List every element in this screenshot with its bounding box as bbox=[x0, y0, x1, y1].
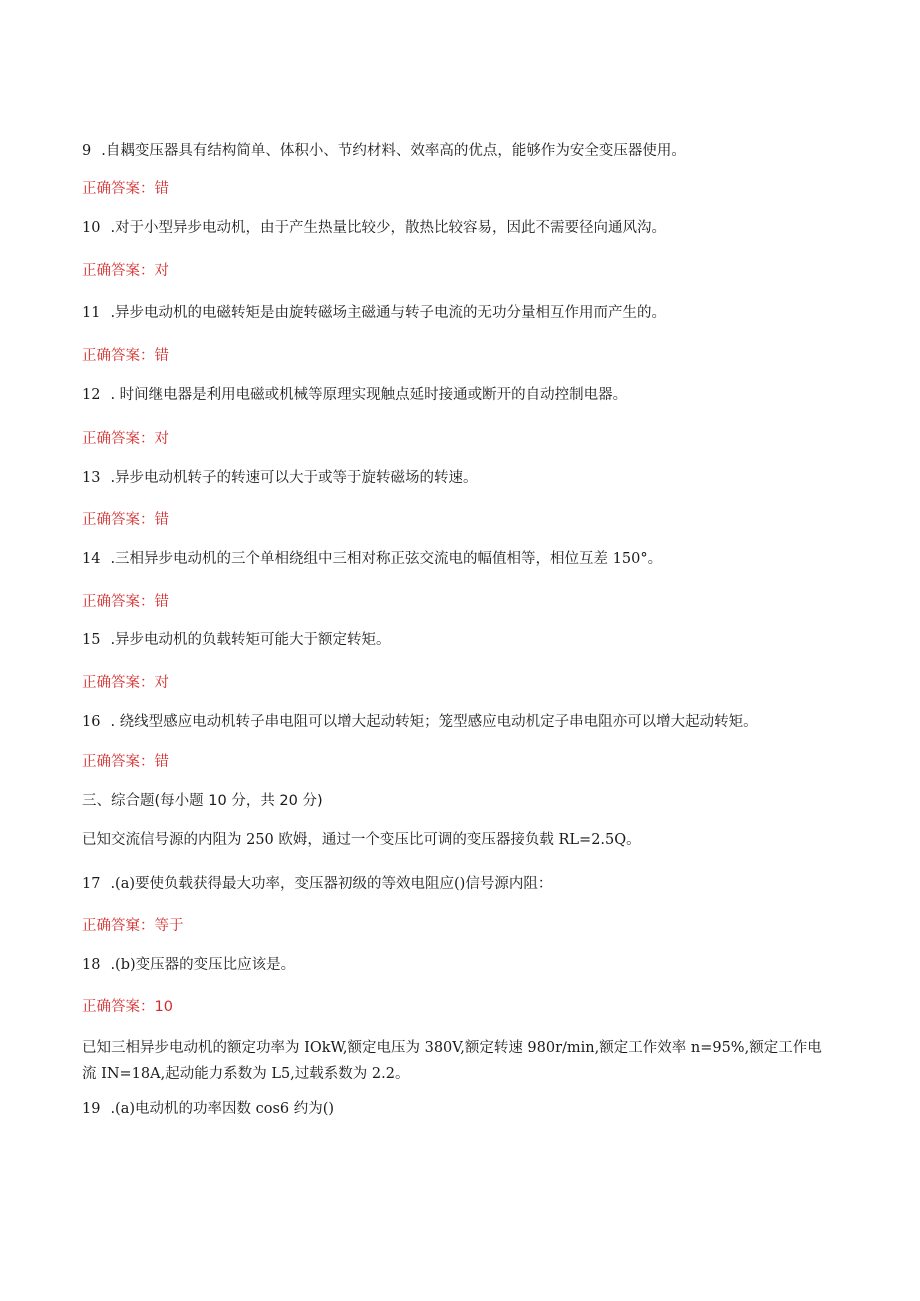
answer-13: 正确答案：错 bbox=[82, 512, 169, 528]
question-number: 10 bbox=[82, 220, 101, 236]
question-number: 13 bbox=[82, 470, 101, 486]
question-17 bbox=[82, 874, 552, 894]
question-11 bbox=[82, 303, 666, 323]
answer-10: 正确答案：对 bbox=[82, 263, 169, 279]
problem-intro-2: 已知三相异步电动机的额定功率为 IOkW,额定电压为 380V,额定转速 980r∕min,额定工作效率 n=95%,额定工作电流 IN=18A,起动能力系数为 L5,过载系数为 2.2。 bbox=[82, 1040, 822, 1082]
question-14 bbox=[82, 549, 662, 569]
question-text: .异步电动机的电磁转矩是由旋转磁场主磁通与转子电流的无功分量相互作用而产生的。 bbox=[110, 305, 667, 321]
question-text: .自耦变压器具有结构简单、体积小、节约材料、效率高的优点，能够作为安全变压器使用。 bbox=[101, 143, 686, 159]
question-text: .异步电动机转子的转速可以大于或等于旋转磁场的转速。 bbox=[110, 470, 478, 486]
problem-intro-1: 已知交流信号源的内阻为 250 欧姆，通过一个变压比可调的变压器接负载 RL=2.5Q。 bbox=[82, 832, 641, 848]
answer-9: 正确答案：错 bbox=[82, 181, 169, 197]
answer-17: 正确答窠：等于 bbox=[82, 918, 184, 934]
question-number: 14 bbox=[82, 551, 101, 567]
question-10 bbox=[82, 218, 666, 238]
answer-12: 正确答案：对 bbox=[82, 431, 169, 447]
answer-18: 正确答案：10 bbox=[82, 999, 173, 1015]
question-number: 9 bbox=[82, 143, 92, 159]
question-9 bbox=[82, 141, 686, 161]
question-18 bbox=[82, 955, 295, 975]
question-number: 18 bbox=[82, 957, 101, 973]
question-16 bbox=[82, 712, 758, 732]
question-number: 19 bbox=[82, 1101, 101, 1117]
section-heading: 三、综合题(每小题 10 分，共 20 分) bbox=[82, 793, 323, 809]
question-number: 15 bbox=[82, 632, 101, 648]
question-text: .(b)变压器的变压比应该是。 bbox=[110, 957, 296, 973]
answer-11: 正确答案：错 bbox=[82, 348, 169, 364]
question-text: .对于小型异步电动机，由于产生热量比较少，散热比较容易，因此不需要径向通风沟。 bbox=[110, 220, 667, 236]
question-text: .三相异步电动机的三个单相绕组中三相对称正弦交流电的幅值相等，相位互差 150°。 bbox=[110, 551, 663, 567]
question-text: .异步电动机的负载转矩可能大于额定转矩。 bbox=[110, 632, 391, 648]
question-12 bbox=[82, 385, 627, 405]
answer-14: 正确答案：错 bbox=[82, 594, 169, 610]
question-text: . 时间继电器是利用电磁或机械等原理实现触点延时接通或断开的自动控制电器。 bbox=[110, 387, 628, 403]
question-13 bbox=[82, 468, 478, 488]
question-number: 17 bbox=[82, 876, 101, 892]
question-number: 16 bbox=[82, 714, 101, 730]
question-text: .(a)要使负载获得最大功率，变压器初级的等效电阻应()信号源内阻： bbox=[110, 876, 553, 892]
question-19 bbox=[82, 1099, 334, 1119]
question-text: .(a)电动机的功率因数 cos6 约为() bbox=[110, 1101, 335, 1117]
question-number: 11 bbox=[82, 305, 101, 321]
question-text: . 绕线型感应电动机转子串电阻可以增大起动转矩；笼型感应电动机定子串电阻亦可以增大起动转矩。 bbox=[110, 714, 758, 730]
answer-16: 正确答案：错 bbox=[82, 754, 169, 770]
answer-15: 正确答案：对 bbox=[82, 675, 169, 691]
question-number: 12 bbox=[82, 387, 101, 403]
question-15 bbox=[82, 630, 391, 650]
